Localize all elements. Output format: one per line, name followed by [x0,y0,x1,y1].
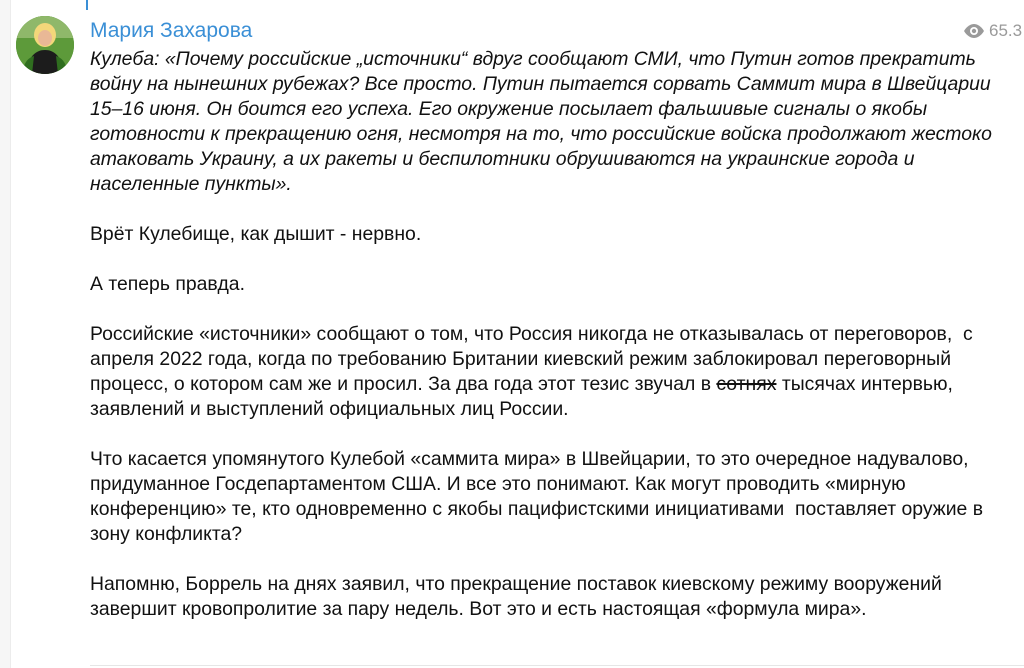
message-paragraph: Врёт Кулебище, как дышит - нервно. [90,223,422,245]
text-segment: Российские «источники» сообщают о том, что Россия никогда не отказывалась от переговоров, с апреля 2022 года, когда по требованию Британии киевский режим заблокировал переговорный процесс, о котором сам же и просил. За два года этот тезис звучал в [90,323,979,395]
message-text [90,47,1010,622]
previous-message-indicator [86,0,88,10]
views-count: 65.3 [989,21,1023,40]
chat-left-strip [0,0,11,668]
views-counter [963,21,1022,41]
message-paragraph: Что касается упомянутого Кулебой «саммита мира» в Швейцарии, то это очередное надувалово, придуманное Госдепартаментом США. И все это понимают. Как могут проводить «мирную конференцию» те, кто одновременно с якобы пацифистскими инициативами поставляет оружие в зону конфликта? [90,448,989,545]
avatar-photo [16,16,74,74]
message-paragraph: Напомню, Боррель на днях заявил, что прекращение поставок киевскому режиму вооружений завершит кровопролитие за пару недель. Вот это и есть настоящая «формула мира». [90,573,948,620]
message-paragraph: А теперь правда. [90,273,245,295]
strikethrough-text: сотнях [716,373,777,395]
avatar[interactable] [16,16,74,74]
message-paragraph-with-strike [90,322,1010,422]
author-name[interactable]: Мария Захарова [90,19,253,42]
eye-icon [963,23,985,39]
message-paragraph-quote: Кулеба: «Почему российские „источники“ вдруг сообщают СМИ, что Путин готов прекратить войну на нынешних рубежах? Все просто. Путин пытается сорвать Саммит мира в Швейцарии 15–16 июня. Он боится его успеха. Его окружение посылает фальшивые сигналы о якобы готовности к прекращению огня, несмотря на то, что российские войска продолжают жестоко атаковать Украину, а их ракеты и беспилотники обрушиваются на украинские города и населенные пункты». [90,48,998,195]
message-separator [90,665,1024,666]
text-segment: тысячах интервью, заявлений и выступлений официальных лиц России. [90,373,959,420]
